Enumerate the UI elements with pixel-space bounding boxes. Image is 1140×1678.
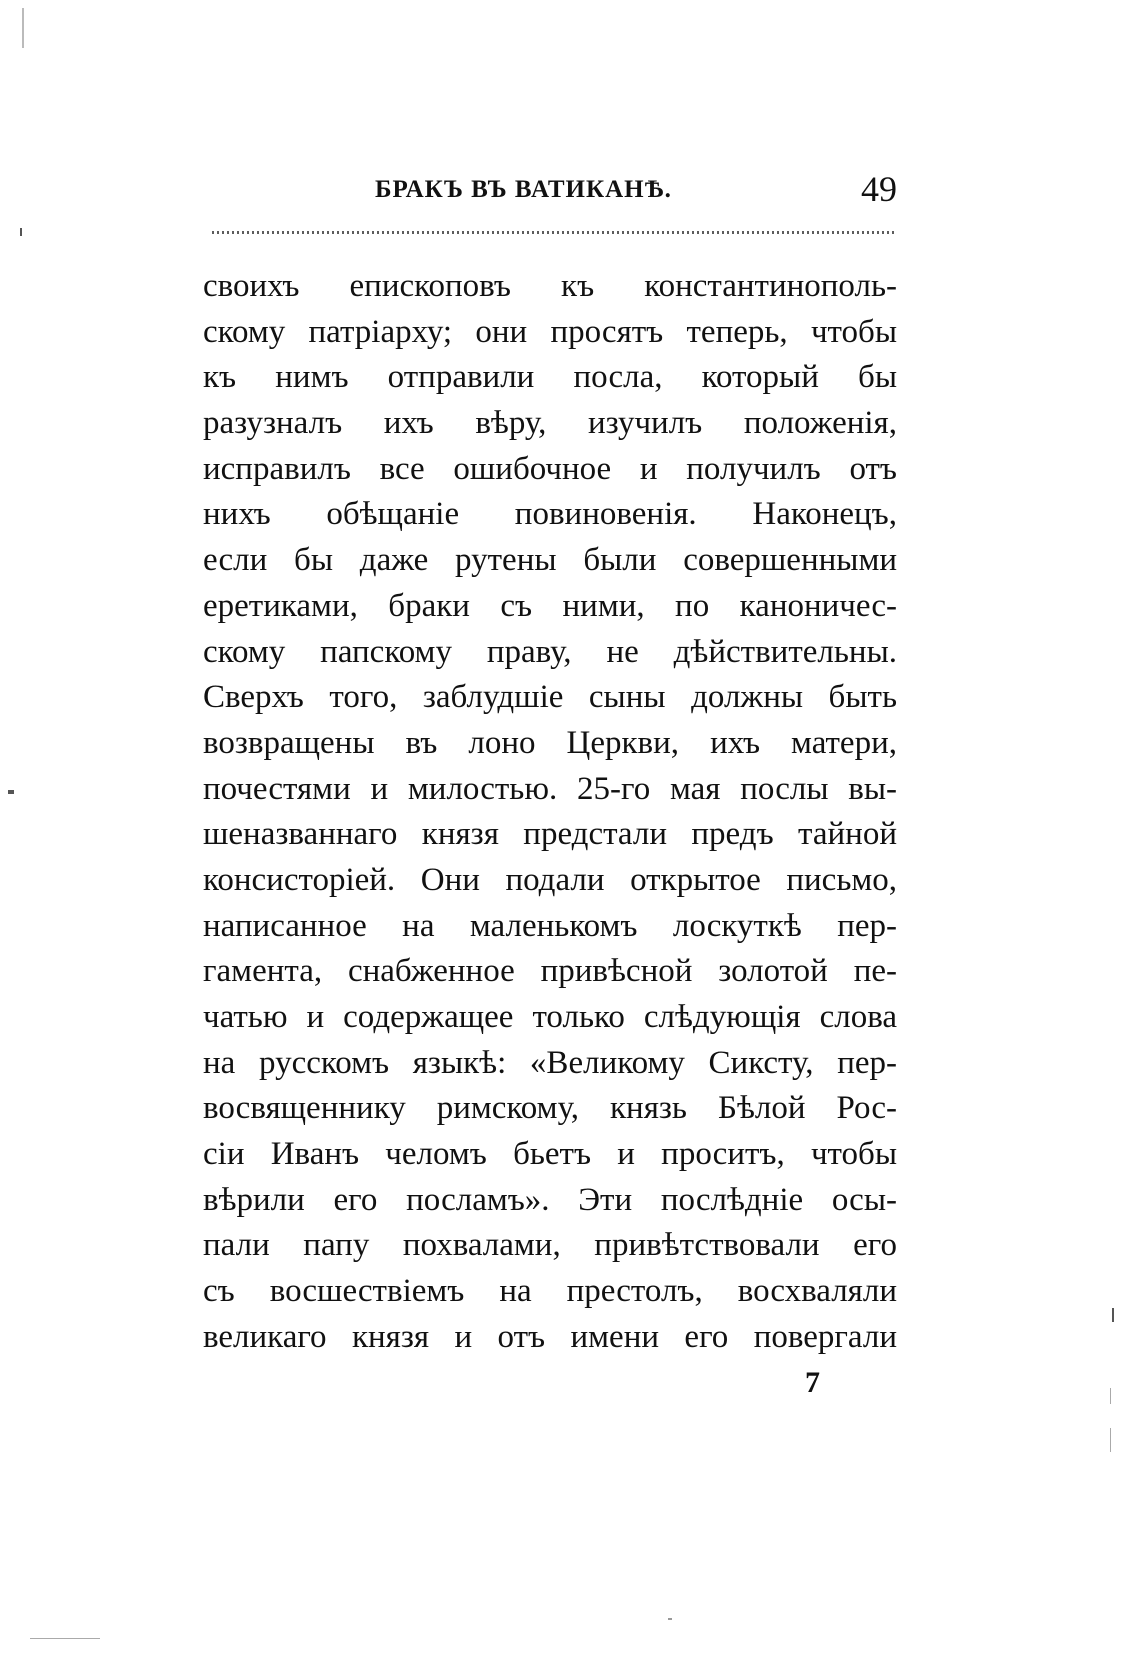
scan-speck <box>22 8 24 48</box>
text-line: съ восшествіемъ на престолъ, восхваляли <box>203 1273 897 1310</box>
text-line: если бы даже рутены были совершенными <box>203 542 897 579</box>
text-line: сіи Иванъ челомъ бьетъ и проситъ, чтобы <box>203 1136 897 1173</box>
signature-mark: 7 <box>805 1366 820 1399</box>
scan-speck <box>1110 1388 1111 1404</box>
running-head <box>205 168 897 208</box>
scan-speck <box>30 1638 100 1639</box>
header-rule <box>212 231 897 234</box>
text-line: нихъ обѣщаніе повиновенія. Наконецъ, <box>203 496 897 533</box>
scan-speck <box>8 790 14 794</box>
text-line: написанное на маленькомъ лоскуткѣ пер- <box>203 907 897 944</box>
text-line: восвященнику римскому, князь Бѣлой Рос- <box>203 1090 897 1127</box>
page-number: 49 <box>861 169 897 209</box>
text-line: разузналъ ихъ вѣру, изучилъ положенія, <box>203 405 897 442</box>
scan-speck <box>668 1618 672 1620</box>
running-title: БРАКЪ ВЪ ВАТИКАНѢ. <box>375 176 672 203</box>
text-line: консисторіей. Они подали открытое письмо, <box>203 861 897 898</box>
text-line: скому папскому праву, не дѣйствительны. <box>203 633 897 670</box>
text-line: шеназваннаго князя предстали предъ тайной <box>203 816 897 853</box>
scan-speck <box>1110 1428 1111 1452</box>
text-line: своихъ епископовъ къ константинополь- <box>203 268 897 304</box>
text-line: къ нимъ отправили посла, который бы <box>203 359 897 396</box>
body-text <box>203 264 897 1361</box>
text-line: вѣрили его посламъ». Эти послѣдніе осы- <box>203 1181 897 1218</box>
text-line: великаго князя и отъ имени его повергали <box>203 1318 897 1355</box>
text-line: Сверхъ того, заблудшіе сыны должны быть <box>203 679 897 716</box>
scan-speck <box>20 228 22 236</box>
text-line: скому патріарху; они просятъ теперь, чтобы <box>203 313 897 350</box>
text-line: исправилъ все ошибочное и получилъ отъ <box>203 450 897 487</box>
text-line: возвращены въ лоно Церкви, ихъ матери, <box>203 724 897 761</box>
text-line: на русскомъ языкѣ: «Великому Сиксту, пер- <box>203 1044 897 1081</box>
text-line: еретиками, браки съ ними, по каноничес- <box>203 587 897 624</box>
scan-speck <box>1112 1308 1114 1322</box>
text-line: пали папу похвалами, привѣтствовали его <box>203 1227 897 1264</box>
text-line: почестями и милостью. 25-го мая послы вы- <box>203 770 897 807</box>
text-line: чатью и содержащее только слѣдующія слова <box>203 999 897 1035</box>
text-line: гамента, снабженное привѣсной золотой пе- <box>203 953 897 990</box>
